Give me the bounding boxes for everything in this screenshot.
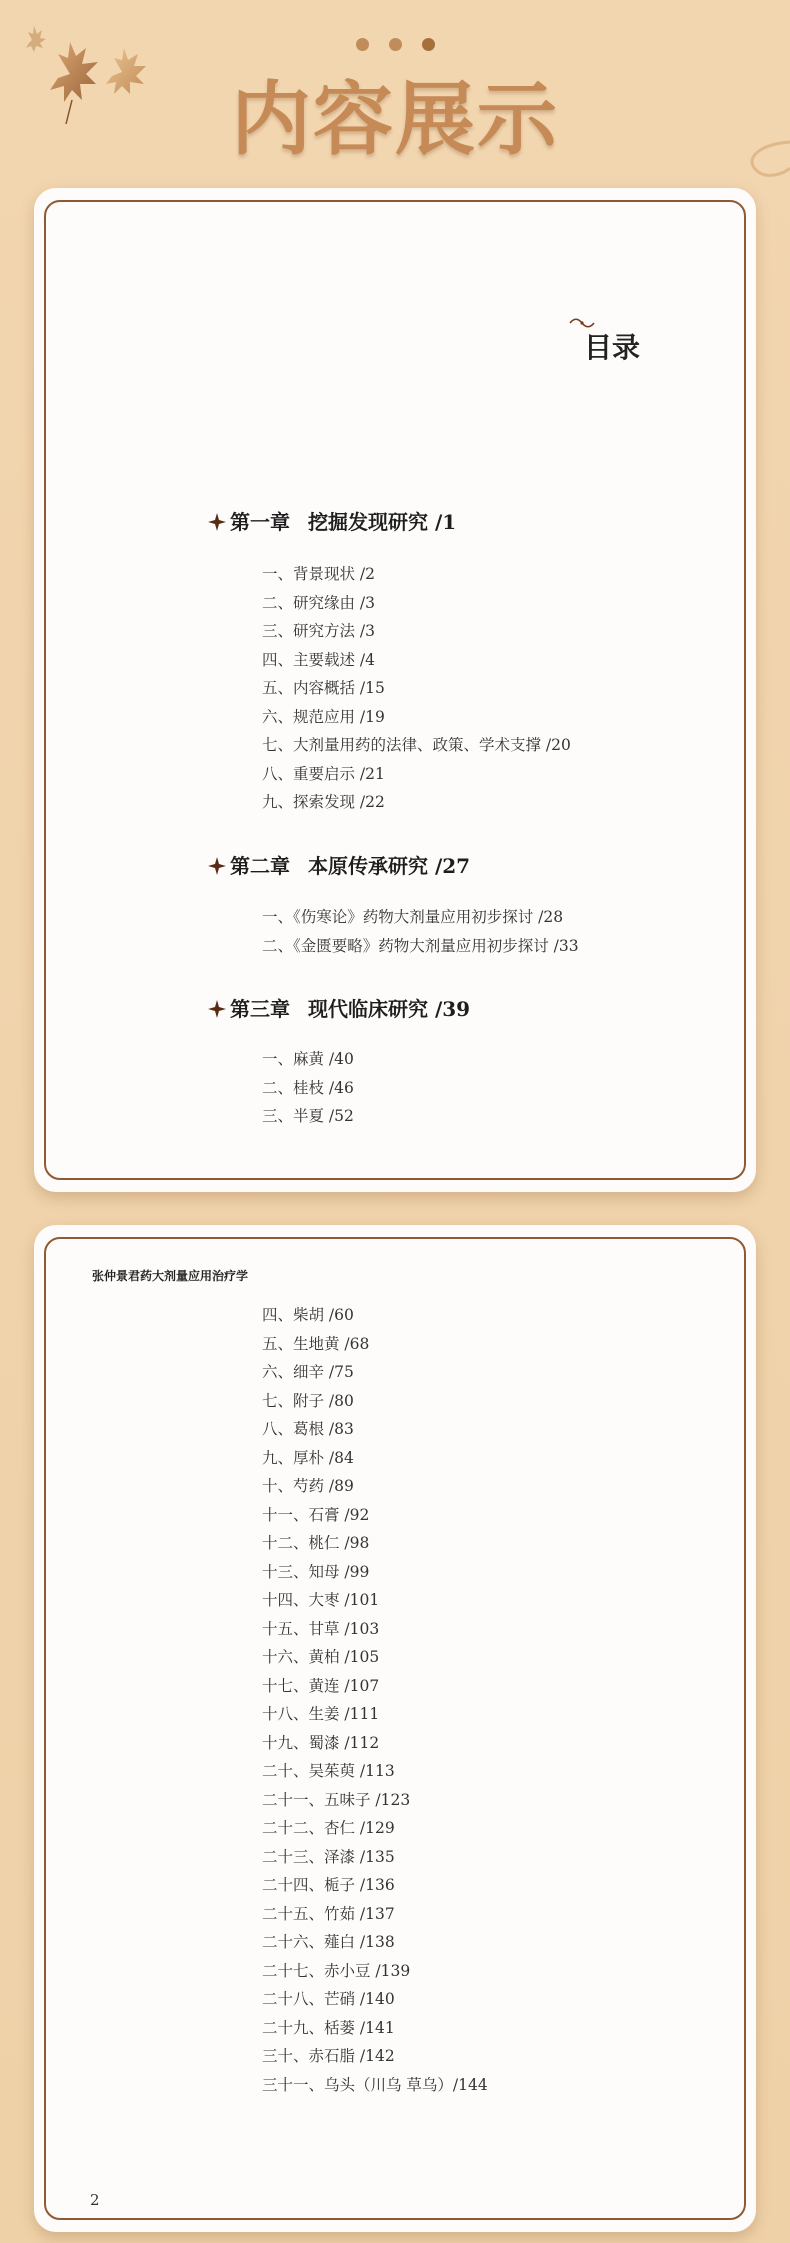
decorative-dots: [356, 38, 435, 51]
chapter-entries: [262, 1301, 488, 2099]
toc-entry: 十七、黄连 /107: [262, 1676, 380, 1695]
toc-entry: 二十六、薤白 /138: [262, 1933, 395, 1951]
toc-entry: 二十八、芒硝 /140: [262, 1990, 395, 2008]
chapter-label: 第三章: [230, 997, 290, 1021]
chapter-entries: [262, 560, 571, 817]
toc-entry: 十九、蜀漆 /112: [262, 1733, 380, 1752]
chapter-label: 第二章: [230, 854, 290, 878]
toc-entry: 八、葛根 /83: [262, 1420, 354, 1438]
chapter-title: 现代临床研究 /39: [308, 997, 471, 1021]
chapter-title: 本原传承研究 /27: [308, 854, 471, 878]
toc-entry: 八、重要启示 /21: [262, 764, 385, 783]
four-point-star-icon: [208, 513, 226, 531]
toc-entry: 十五、甘草 /103: [262, 1619, 380, 1638]
toc-entry: 二十、吴茱萸 /113: [262, 1762, 395, 1780]
four-point-star-icon: [208, 1000, 226, 1018]
four-point-star-icon: [208, 857, 226, 875]
chapter-heading: [208, 506, 456, 535]
toc-entry: 七、附子 /80: [262, 1391, 354, 1410]
chapter-entries: [262, 1045, 354, 1131]
toc-continuation-card: [34, 1225, 756, 2232]
toc-entry: 六、细辛 /75: [262, 1363, 354, 1381]
toc-entry: 二、研究缘由 /3: [262, 593, 376, 612]
banner-title: 内容展示: [231, 73, 559, 166]
toc-entry: 十二、桃仁 /98: [262, 1534, 370, 1552]
toc-entry: 十一、石膏 /92: [262, 1505, 370, 1524]
toc-entry: 六、规范应用 /19: [262, 707, 385, 726]
toc-entry: 九、探索发现 /22: [262, 793, 385, 811]
toc-entry: 十六、黄柏 /105: [262, 1648, 380, 1666]
toc-entry: 二、桂枝 /46: [262, 1078, 354, 1097]
running-head: 张仲景君药大剂量应用治疗学: [92, 1269, 249, 1283]
toc-entry: 三十、赤石脂 /142: [262, 2047, 395, 2065]
toc-title: 目录: [584, 331, 641, 364]
chapter-heading: [208, 993, 470, 1022]
chapter-title: 挖掘发现研究 /1: [308, 510, 457, 534]
toc-entry: 九、厚朴 /84: [262, 1448, 354, 1467]
toc-entry: 三、半夏 /52: [262, 1107, 354, 1125]
toc-entry: 十三、知母 /99: [262, 1562, 370, 1581]
toc-entry: 三、研究方法 /3: [262, 622, 376, 640]
chapter-heading: [208, 850, 470, 879]
toc-page-card: [34, 188, 756, 1192]
toc-entry: 二十七、赤小豆 /139: [262, 1961, 411, 1980]
toc-entry: 一、背景现状 /2: [262, 565, 376, 583]
toc-entry: 一、《伤寒论》药物大剂量应用初步探讨 /28: [262, 908, 564, 926]
toc-entry: 十、芍药 /89: [262, 1477, 354, 1495]
chapter-entries: [262, 903, 579, 960]
toc-entry: 二、《金匮要略》药物大剂量应用初步探讨 /33: [262, 936, 579, 955]
toc-entry: 二十四、栀子 /136: [262, 1876, 395, 1894]
toc-entry: 二十五、竹茹 /137: [262, 1904, 395, 1923]
toc-entry: 三十一、乌头（川乌 草乌）/144: [262, 2075, 488, 2094]
toc-entry: 二十三、泽漆 /135: [262, 1847, 395, 1866]
toc-entry: 二十二、杏仁 /129: [262, 1819, 395, 1837]
toc-entry: 七、大剂量用药的法律、政策、学术支撑 /20: [262, 736, 571, 754]
toc-entry: 十八、生姜 /111: [262, 1705, 380, 1723]
toc-entry: 一、麻黄 /40: [262, 1050, 354, 1068]
toc-entry: 二十一、五味子 /123: [262, 1790, 411, 1809]
toc-entry: 五、内容概括 /15: [262, 679, 385, 697]
toc-entry: 二十九、栝蒌 /141: [262, 2018, 395, 2037]
toc-entry: 五、生地黄 /68: [262, 1334, 370, 1353]
page-number: 2: [90, 2191, 100, 2209]
toc-entry: 四、主要载述 /4: [262, 650, 376, 669]
toc-entry: 四、柴胡 /60: [262, 1306, 354, 1324]
toc-entry: 十四、大枣 /101: [262, 1591, 380, 1609]
chapter-label: 第一章: [230, 510, 290, 534]
